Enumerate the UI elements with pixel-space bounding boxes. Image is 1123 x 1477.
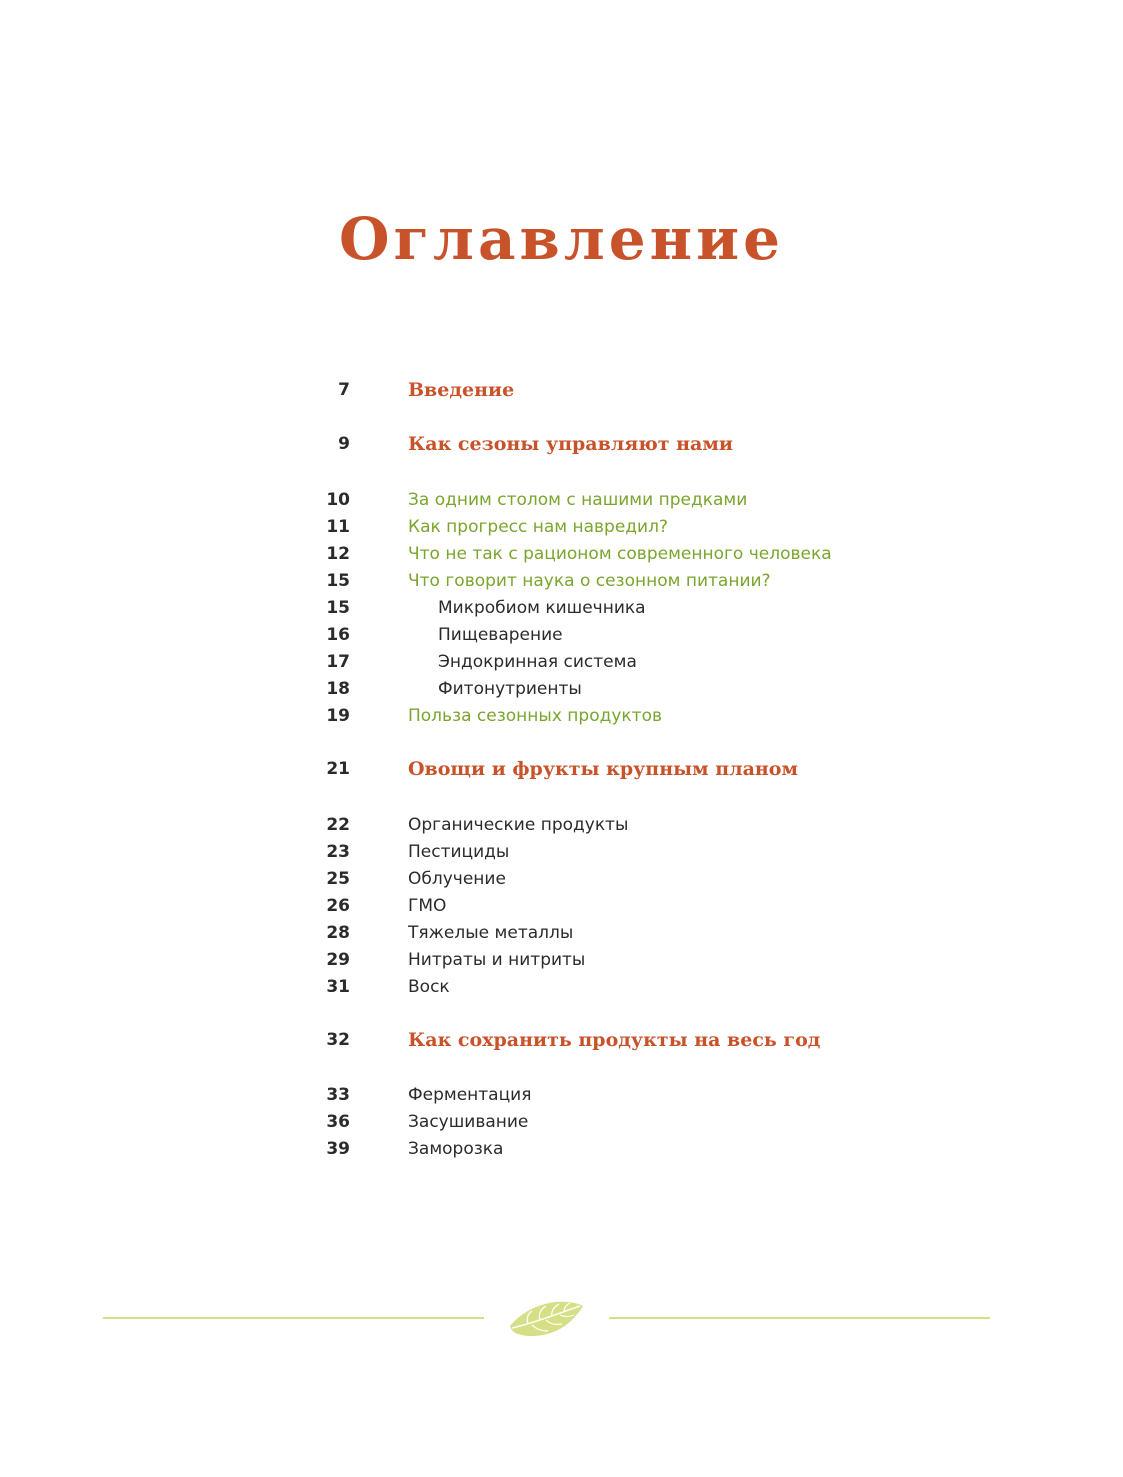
toc-page-number: 39 bbox=[326, 1139, 350, 1159]
toc-entry[interactable] bbox=[0, 621, 1123, 649]
toc-chapter-title: Как сезоны управляют нами bbox=[408, 433, 733, 455]
toc-entry[interactable] bbox=[0, 648, 1123, 676]
toc-section-title: Что не так с рационом современного человека bbox=[408, 544, 832, 564]
toc-entry[interactable] bbox=[0, 594, 1123, 622]
toc-page-number: 31 bbox=[326, 977, 350, 997]
toc-section-title: Тяжелые металлы bbox=[408, 923, 574, 943]
toc-section-title: Заморозка bbox=[408, 1139, 504, 1159]
toc-subsection-title: Фитонутриенты bbox=[438, 679, 582, 699]
toc-entry[interactable] bbox=[0, 838, 1123, 866]
toc-section-title: Пестициды bbox=[408, 842, 510, 862]
toc-page-number: 22 bbox=[326, 815, 350, 835]
toc-section-title: Что говорит наука о сезонном питании? bbox=[408, 571, 771, 591]
toc-section-title: ГМО bbox=[408, 896, 447, 916]
toc-subsection-title: Эндокринная система bbox=[438, 652, 637, 672]
leaf-icon bbox=[508, 1298, 584, 1340]
toc-page-number: 32 bbox=[326, 1030, 350, 1050]
toc-entry[interactable] bbox=[0, 973, 1123, 1001]
toc-page-number: 15 bbox=[326, 571, 350, 591]
ornament-divider-left bbox=[103, 1317, 484, 1319]
toc-section-title: Воск bbox=[408, 977, 450, 997]
toc-page-number: 7 bbox=[338, 380, 350, 400]
toc-section-title: Польза сезонных продуктов bbox=[408, 706, 663, 726]
toc-entry[interactable] bbox=[0, 540, 1123, 568]
toc-entry[interactable] bbox=[0, 1081, 1123, 1109]
toc-entry[interactable] bbox=[0, 892, 1123, 920]
toc-subsection-title: Пищеварение bbox=[438, 625, 563, 645]
toc-page-number: 25 bbox=[326, 869, 350, 889]
toc-section-title: Ферментация bbox=[408, 1085, 532, 1105]
toc-entry[interactable] bbox=[0, 1135, 1123, 1163]
toc-page-number: 29 bbox=[326, 950, 350, 970]
toc-page-number: 18 bbox=[326, 679, 350, 699]
toc-page-number: 23 bbox=[326, 842, 350, 862]
toc-page-number: 33 bbox=[326, 1085, 350, 1105]
toc-entry[interactable] bbox=[0, 486, 1123, 514]
toc-section-title: Органические продукты bbox=[408, 815, 629, 835]
toc-section-title: За одним столом с нашими предками bbox=[408, 490, 748, 510]
toc-page-number: 12 bbox=[326, 544, 350, 564]
toc-chapter-title: Введение bbox=[408, 379, 515, 401]
toc-entry[interactable] bbox=[0, 430, 1123, 458]
toc-entry[interactable] bbox=[0, 702, 1123, 730]
toc-section-title: Засушивание bbox=[408, 1112, 529, 1132]
toc-chapter-title: Как сохранить продукты на весь год bbox=[408, 1029, 821, 1051]
toc-page-number: 15 bbox=[326, 598, 350, 618]
toc-entry[interactable] bbox=[0, 675, 1123, 703]
toc-subsection-title: Микробиом кишечника bbox=[438, 598, 646, 618]
toc-entry[interactable] bbox=[0, 811, 1123, 839]
toc-section-title: Облучение bbox=[408, 869, 506, 889]
toc-page-number: 36 bbox=[326, 1112, 350, 1132]
toc-entry[interactable] bbox=[0, 1108, 1123, 1136]
toc-page-number: 11 bbox=[326, 517, 350, 537]
toc-page-number: 21 bbox=[326, 759, 350, 779]
toc-entry[interactable] bbox=[0, 755, 1123, 783]
toc-page-number: 28 bbox=[326, 923, 350, 943]
toc-entry[interactable] bbox=[0, 567, 1123, 595]
toc-section-title: Как прогресс нам навредил? bbox=[408, 517, 668, 537]
toc-entry[interactable] bbox=[0, 865, 1123, 893]
toc-section-title: Нитраты и нитриты bbox=[408, 950, 586, 970]
toc-entry[interactable] bbox=[0, 946, 1123, 974]
toc-entry[interactable] bbox=[0, 513, 1123, 541]
toc-chapter-title: Овощи и фрукты крупным планом bbox=[408, 758, 798, 780]
toc-page-number: 9 bbox=[338, 434, 350, 454]
toc-page-number: 10 bbox=[326, 490, 350, 510]
toc-page-number: 16 bbox=[326, 625, 350, 645]
toc-entry[interactable] bbox=[0, 1026, 1123, 1054]
page-title: Оглавление bbox=[338, 205, 784, 273]
toc-entry[interactable] bbox=[0, 919, 1123, 947]
ornament-divider-right bbox=[609, 1317, 990, 1319]
toc-page-number: 19 bbox=[326, 706, 350, 726]
toc-entry[interactable] bbox=[0, 376, 1123, 404]
toc-page-number: 17 bbox=[326, 652, 350, 672]
toc-page-number: 26 bbox=[326, 896, 350, 916]
